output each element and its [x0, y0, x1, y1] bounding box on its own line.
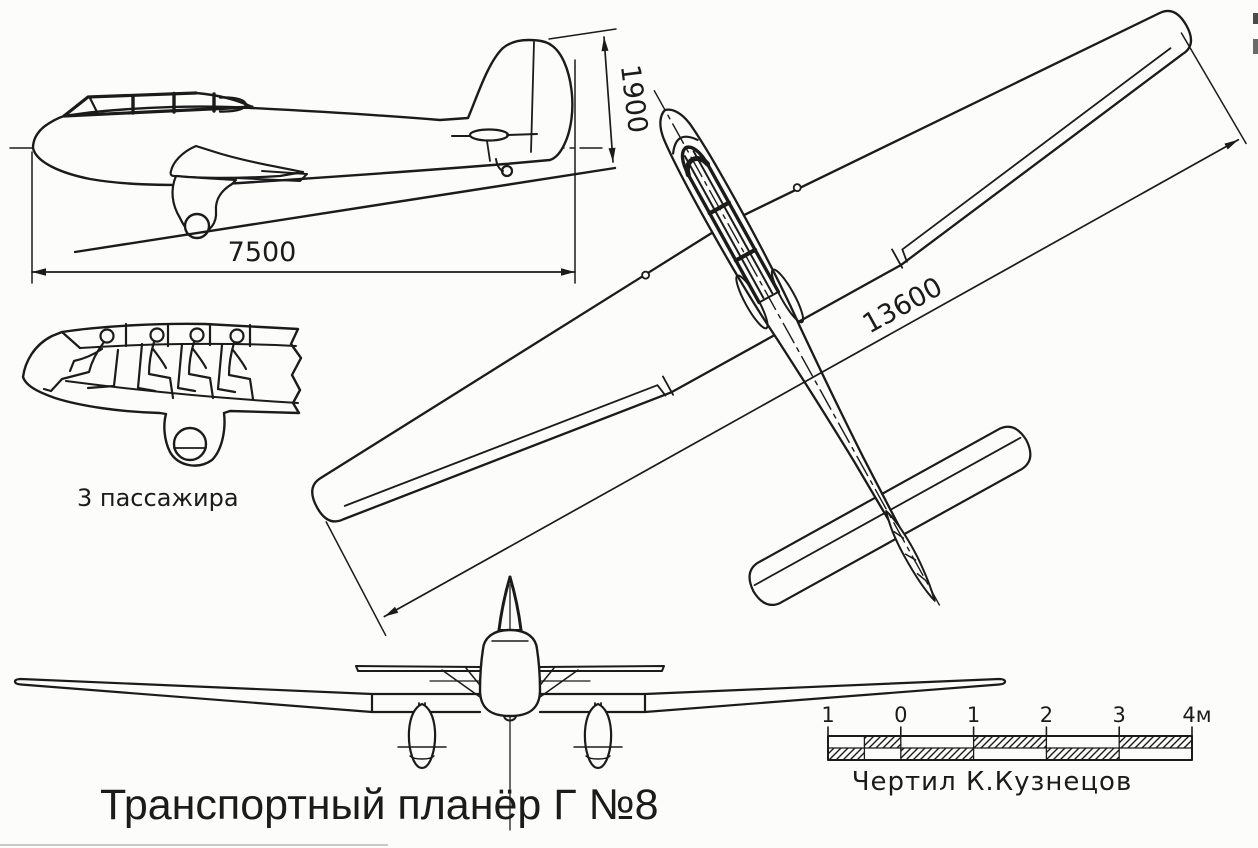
scale-tick-label: 3 [1112, 703, 1126, 727]
scale-tick-label: 4м [1182, 703, 1212, 727]
scale-tick-label: 0 [894, 703, 908, 727]
scale-segment [1119, 736, 1192, 748]
cabin-wheel [174, 428, 206, 460]
scale-segment [974, 736, 1047, 748]
dim-wingspan-text: 13600 [857, 271, 948, 341]
scale-segment [828, 748, 864, 760]
cabin-caption: 3 пассажира [77, 484, 239, 512]
dim-tail-height-text: 1900 [613, 62, 654, 135]
drawing-title: Транспортный планёр Г №8 [100, 781, 659, 829]
side-view [10, 40, 615, 252]
scan-artifact-mark [1253, 13, 1258, 24]
scale-bar [821, 703, 1211, 797]
front-view-fuselage [480, 630, 540, 721]
scan-artifact-mark [1253, 39, 1258, 54]
scale-segment [901, 748, 974, 760]
scale-segment [864, 736, 900, 748]
scale-tick-label: 2 [1039, 703, 1054, 727]
dim-length-text: 7500 [227, 237, 297, 268]
scale-tick-label: 1 [966, 703, 981, 727]
credit-text: Чертил К.Кузнецов [851, 767, 1133, 797]
scale-tick-label: 1 [821, 703, 835, 727]
scale-segment [1046, 748, 1119, 760]
cabin-cutaway-view [23, 324, 301, 512]
